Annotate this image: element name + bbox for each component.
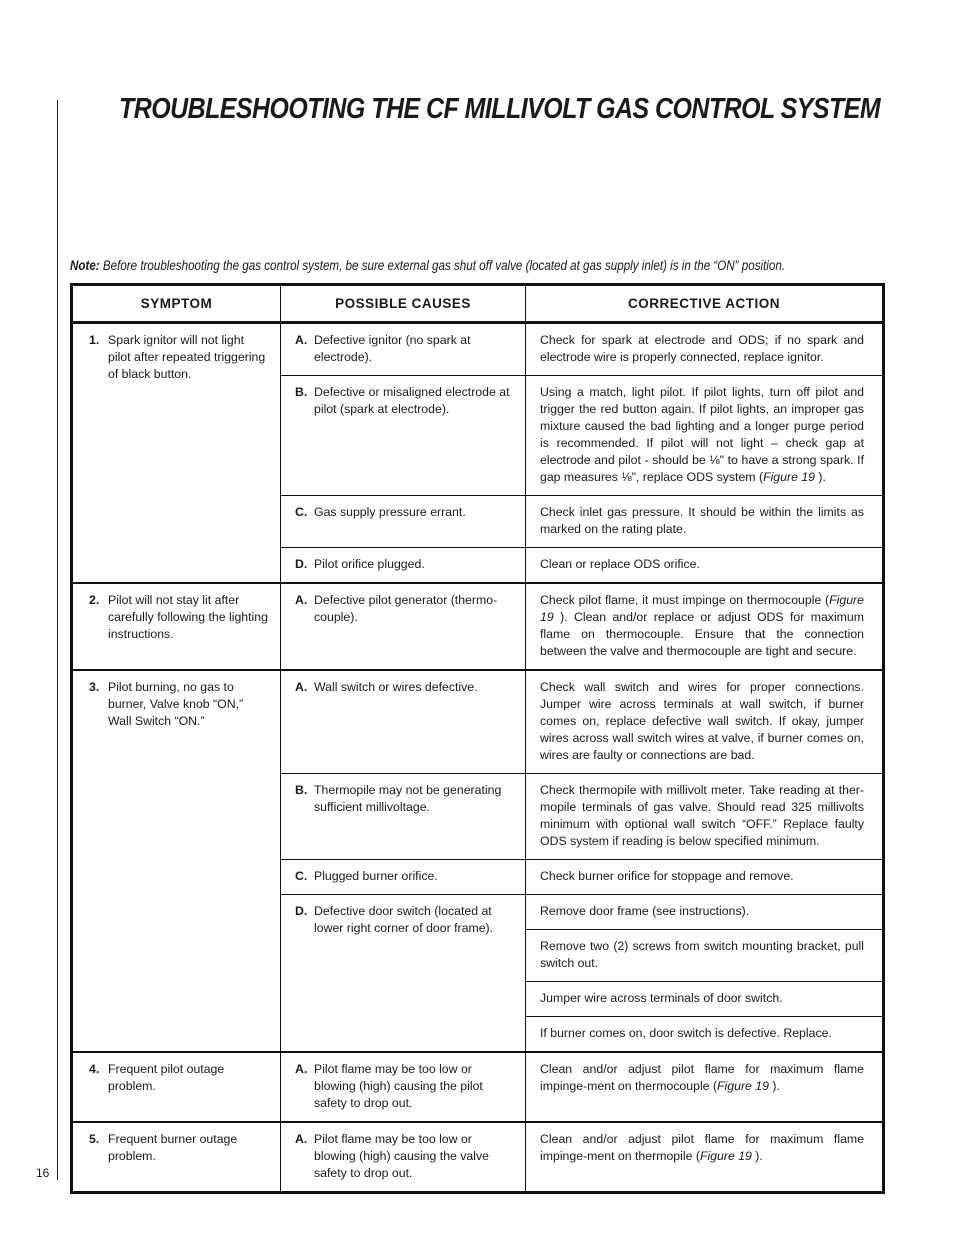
action-text-end: ). bbox=[768, 1079, 780, 1093]
symptom-text: Pilot will not stay lit after carefully following the lighting instructions. bbox=[108, 593, 268, 641]
cause-letter: A. bbox=[295, 1062, 308, 1076]
symptom-number: 1. bbox=[89, 333, 100, 347]
action-text: Clean and/or adjust pilot flame for maximum flame impinge-ment on thermocouple ( bbox=[540, 1062, 864, 1093]
action-text: Using a match, light pilot. If pilot lights, turn off pilot and trigger the red button again. If pilot lights, an improper gas mixture caused the bad lighting and a longer purge period is recommended. If pilot will not light – check gap at electrode and pilot - should be ⅛" to have a strong spark. If gap measures ⅛", replace ODS system ( bbox=[540, 385, 864, 484]
cause-cell bbox=[281, 670, 526, 774]
action-cell bbox=[526, 1122, 884, 1193]
header-causes: POSSIBLE CAUSES bbox=[281, 285, 526, 323]
cause-letter: A. bbox=[295, 333, 308, 347]
action-cell bbox=[526, 583, 884, 670]
cause-cell bbox=[281, 496, 526, 548]
note bbox=[70, 258, 786, 273]
cause-text: Gas supply pressure errant. bbox=[314, 505, 466, 519]
figure-ref: Figure 19 bbox=[763, 470, 816, 484]
troubleshooting-table bbox=[70, 283, 885, 1194]
symptom-cell bbox=[72, 1122, 281, 1193]
action-cell: Jumper wire across terminals of door switch. bbox=[526, 982, 884, 1017]
symptom-cell bbox=[72, 323, 281, 584]
cause-text: Defective or misaligned electrode at pilot (spark at electrode). bbox=[314, 385, 510, 416]
cause-text: Pilot flame may be too low or blowing (high) causing the pilot safety to drop out. bbox=[314, 1062, 483, 1110]
cause-text: Pilot flame may be too low or blowing (high) causing the valve safety to drop out. bbox=[314, 1132, 489, 1180]
page-title: TROUBLESHOOTING THE CF MILLIVOLT GAS CONTROL SYSTEM bbox=[119, 93, 881, 125]
symptom-cell bbox=[72, 1052, 281, 1122]
note-label: Note: bbox=[70, 258, 100, 273]
cause-letter: C. bbox=[295, 869, 308, 883]
cause-text: Plugged burner orifice. bbox=[314, 869, 438, 883]
cause-letter: A. bbox=[295, 593, 308, 607]
symptom-cell bbox=[72, 583, 281, 670]
cause-letter: A. bbox=[295, 1132, 308, 1146]
note-text: Before troubleshooting the gas control system, be sure external gas shut off valve (located at gas supply inlet) is in the “ON” position. bbox=[99, 258, 786, 273]
figure-ref: Figure 19 bbox=[540, 593, 864, 624]
cause-letter: D. bbox=[295, 557, 308, 571]
cause-text: Pilot orifice plugged. bbox=[314, 557, 425, 571]
cause-letter: D. bbox=[295, 904, 308, 918]
action-cell bbox=[526, 376, 884, 496]
symptom-number: 4. bbox=[89, 1062, 100, 1076]
table-row bbox=[72, 323, 884, 376]
action-text-end: ). bbox=[815, 470, 826, 484]
cause-text: Defective pilot generator (thermo-couple). bbox=[314, 593, 498, 624]
action-cell: If burner comes on, door switch is defective. Replace. bbox=[526, 1017, 884, 1053]
cause-cell bbox=[281, 548, 526, 584]
cause-cell bbox=[281, 1122, 526, 1193]
margin-rule bbox=[57, 100, 58, 1180]
action-cell: Remove two (2) screws from switch mounting bracket, pull switch out. bbox=[526, 930, 884, 982]
header-symptom: SYMPTOM bbox=[72, 285, 281, 323]
header-row bbox=[72, 285, 884, 323]
action-cell: Check thermopile with millivolt meter. Take reading at ther-mopile terminals of gas valve. Should read 325 millivolts minimum with optional wall switch “OFF.” Replace faulty ODS system if reading is below specified minimum. bbox=[526, 774, 884, 860]
action-cell: Check wall switch and wires for proper connections. Jumper wire across terminals at wall switch, if burner comes on, replace defective wall switch. If okay, jumper wires across wall switch wires at valve, if burner comes on, wires are faulty or connections are bad. bbox=[526, 670, 884, 774]
action-cell: Check burner orifice for stoppage and remove. bbox=[526, 860, 884, 895]
cause-letter: B. bbox=[295, 783, 308, 797]
cause-cell bbox=[281, 895, 526, 1053]
cause-letter: C. bbox=[295, 505, 308, 519]
cause-text: Defective door switch (located at lower right corner of door frame). bbox=[314, 904, 494, 935]
action-cell: Clean or replace ODS orifice. bbox=[526, 548, 884, 584]
symptom-number: 3. bbox=[89, 680, 100, 694]
table-row bbox=[72, 670, 884, 774]
symptom-text: Spark ignitor will not light pilot after repeated triggering of black button. bbox=[108, 333, 266, 381]
action-text-end: ). Clean and/or replace or adjust ODS for maximum flame on thermocouple. Ensure that the connection between the valve and thermocouple are tight and secure. bbox=[540, 610, 864, 658]
cause-cell bbox=[281, 860, 526, 895]
cause-text: Defective ignitor (no spark at electrode). bbox=[314, 333, 471, 364]
table-row bbox=[72, 583, 884, 670]
cause-cell bbox=[281, 376, 526, 496]
action-cell: Remove door frame (see instructions). bbox=[526, 895, 884, 930]
symptom-number: 2. bbox=[89, 593, 100, 607]
figure-ref: Figure 19 bbox=[699, 1149, 752, 1163]
header-action: CORRECTIVE ACTION bbox=[526, 285, 884, 323]
cause-cell bbox=[281, 774, 526, 860]
table-row bbox=[72, 1122, 884, 1193]
figure-ref: Figure 19 bbox=[717, 1079, 769, 1093]
action-text: Clean and/or adjust pilot flame for maximum flame impinge-ment on thermopile ( bbox=[540, 1132, 864, 1163]
page-number: 16 bbox=[36, 1166, 50, 1180]
symptom-text: Frequent burner outage problem. bbox=[108, 1132, 238, 1163]
cause-cell bbox=[281, 1052, 526, 1122]
action-cell bbox=[526, 1052, 884, 1122]
symptom-cell bbox=[72, 670, 281, 1052]
cause-text: Thermopile may not be generating sufficient millivoltage. bbox=[314, 783, 502, 814]
cause-text: Wall switch or wires defective. bbox=[314, 680, 478, 694]
cause-letter: B. bbox=[295, 385, 308, 399]
cause-letter: A. bbox=[295, 680, 308, 694]
action-cell: Check inlet gas pressure. It should be within the limits as marked on the rating plate. bbox=[526, 496, 884, 548]
symptom-text: Frequent pilot outage problem. bbox=[108, 1062, 225, 1093]
action-text: Check pilot flame, it must impinge on thermocouple ( bbox=[540, 593, 830, 607]
symptom-number: 5. bbox=[89, 1132, 100, 1146]
table-row bbox=[72, 1052, 884, 1122]
action-cell: Check for spark at electrode and ODS; if no spark and electrode wire is properly connected, replace ignitor. bbox=[526, 323, 884, 376]
action-text-end: ). bbox=[751, 1149, 763, 1163]
symptom-text: Pilot burning, no gas to burner, Valve knob “ON,” Wall Switch “ON.” bbox=[108, 680, 244, 728]
cause-cell bbox=[281, 583, 526, 670]
cause-cell bbox=[281, 323, 526, 376]
